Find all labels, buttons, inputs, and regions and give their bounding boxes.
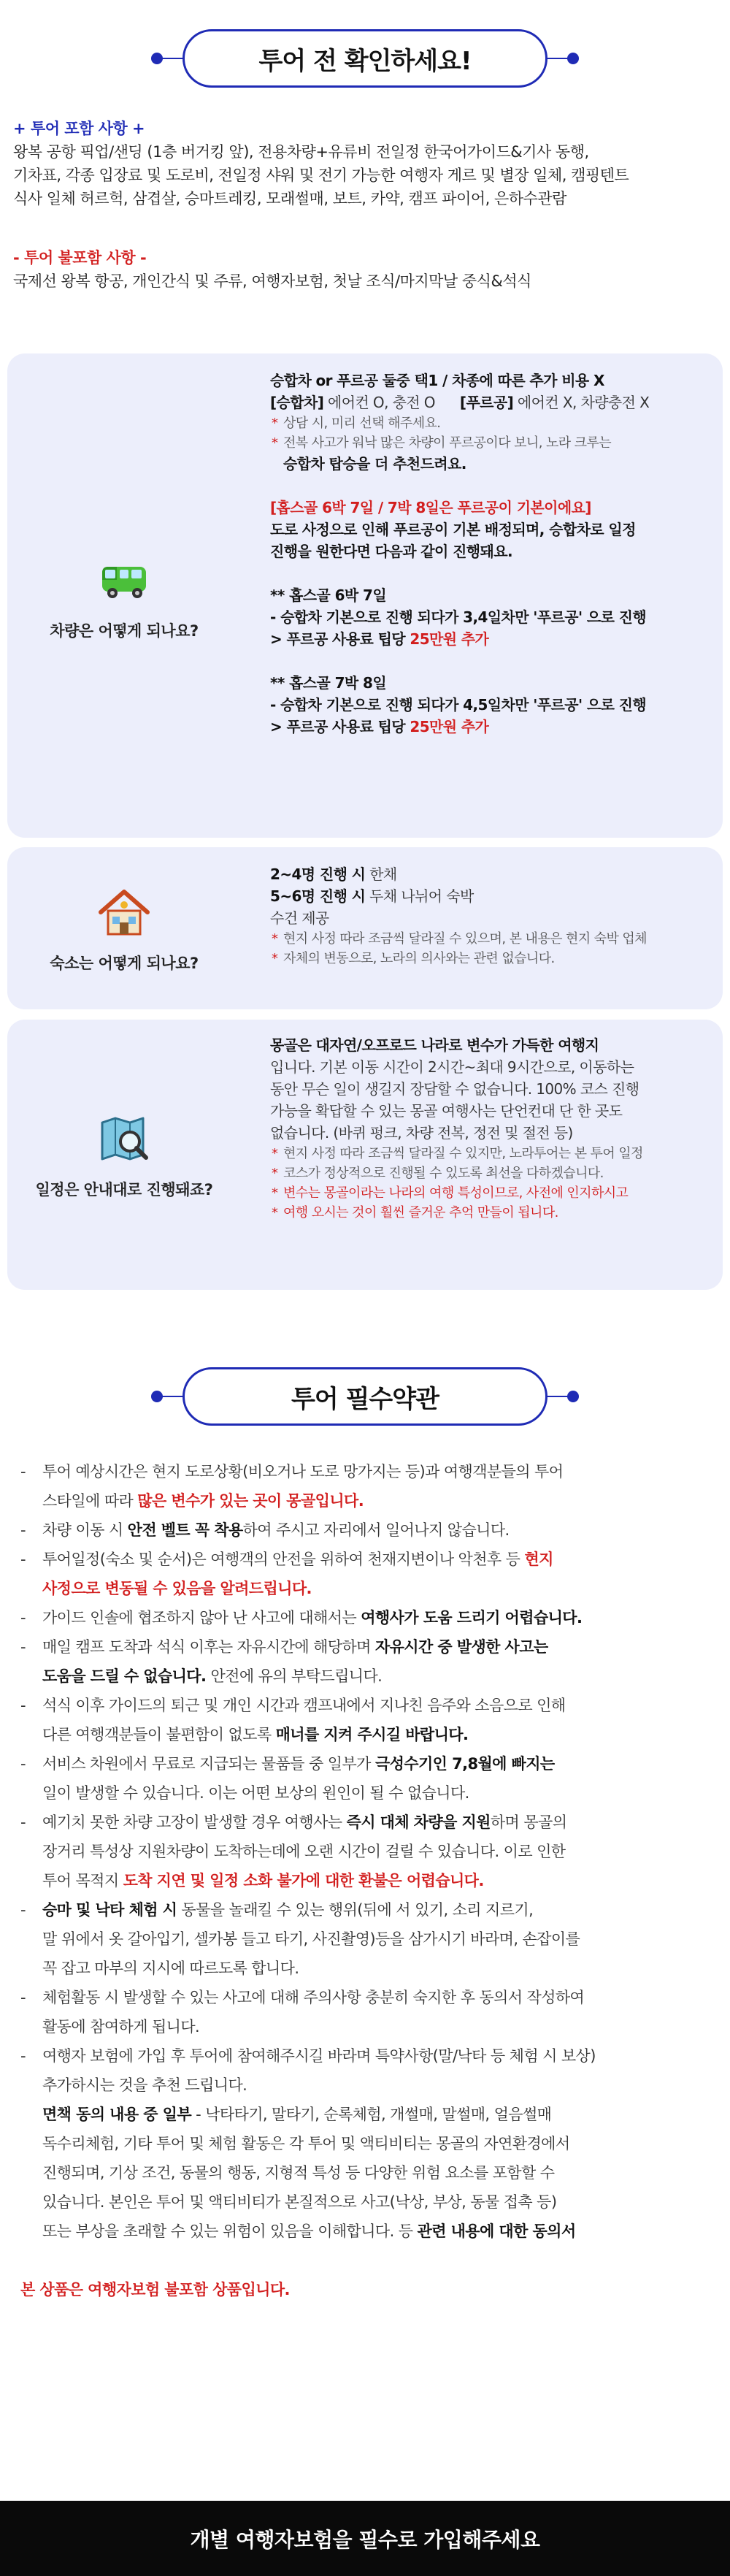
includes-line: 식사 일체 허르헉, 삼겹살, 승마트레킹, 모래썰매, 보트, 카약, 캠프 파이어, 은하수관람 xyxy=(13,190,566,207)
answer-line: 진행을 원한다면 다음과 같이 진행돼요. xyxy=(270,543,512,560)
includes-block xyxy=(13,117,717,210)
header-dot-right xyxy=(567,1391,579,1402)
section-header-terms xyxy=(0,1367,730,1426)
answer-note-cont: * 자체의 변동으로, 노라의 의사와는 관련 없습니다. xyxy=(270,949,708,968)
answer-note: * 현지 사정 따라 조금씩 달라질 수 있지만, 노라투어는 본 투어 일정 xyxy=(270,1144,708,1163)
answer-note: * 현지 사정 따라 조금씩 달라질 수 있으며, 본 내용은 현지 숙박 업체 xyxy=(270,929,708,949)
list-item: - 차량 이동 시 안전 벨트 꼭 착용하여 주시고 자리에서 일어나지 않습니다. xyxy=(20,1521,510,1539)
faq-question: 숙소는 어떻게 되나요? xyxy=(50,955,199,972)
section-header-checklist xyxy=(0,29,730,88)
answer-line: 몽골은 대자연/오프로드 나라로 변수가 가득한 여행지 xyxy=(270,1036,599,1054)
list-item: - 승마 및 낙타 체험 시 동물을 놀래킬 수 있는 행위(뒤에 서 있기, 소리 지르기, 말 위에서 옷 갈아입기, 셀카봉 들고 타기, 사진촬영)등을 삼가시기 바라며, 손잡이를 꼭 잡고 마부의 지시에 따르도록 합니다. xyxy=(20,1901,580,1977)
header-dot-left xyxy=(151,1391,163,1402)
list-item: - 가이드 인솔에 협조하지 않아 난 사고에 대해서는 여행사가 도움 드리기 어렵습니다. xyxy=(20,1609,583,1627)
answer-line: ** 홉스골 6박 7일 xyxy=(270,586,387,604)
answer-note: * 변수는 몽골이라는 나라의 여행 특성이므로, 사전에 인지하시고 xyxy=(270,1183,708,1203)
faq-answer xyxy=(270,1034,708,1223)
van-icon xyxy=(95,551,153,609)
answer-line: 승합차 탑승을 더 추천드려요. xyxy=(283,455,466,473)
header-dot-right xyxy=(567,53,579,64)
answer-note-cont: * 여행 오시는 것이 훨씬 즐거운 추억 만들이 됩니다. xyxy=(270,1203,708,1223)
footer-banner: 개별 여행자보험을 필수로 가입해주세요 xyxy=(0,2501,730,2576)
excludes-block xyxy=(13,246,717,293)
faq-left xyxy=(7,353,241,838)
list-item: - 여행자 보험에 가입 후 투어에 참여해주시길 바라며 특약사항(말/낙타 등 체험 시 보상) 추가하시는 것을 추천 드립니다. 면책 동의 내용 중 일부 - 낙타타기, 말타기, 순록체험, 개썰매, 말썰매, 얼음썰매 독수리체험, 기타 투어 및 체험 활동은 각 투어 및 액티비티는 몽골의 자연환경에서 진행되며, 기상 조건, 동물의 행동, 지형적 특성 등 다양한 위험 요소를 포함할 수 있습니다. 본인은 투어 및 액티비티가 본질적으로 사고(낙상, 부상, 동물 접촉 등) 또는 부상을 초래할 수 있는 위험이 있음을 이해합니다. 등 관련 내용에 대한 동의서 xyxy=(20,2047,596,2240)
includes-label: + 투어 포함 사항 + xyxy=(13,120,145,137)
section-title: 투어 필수약관 xyxy=(182,1367,548,1426)
answer-line: 승합차 or 푸르공 둘중 택1 / 차종에 따른 추가 비용 X xyxy=(270,372,604,389)
answer-line: 도로 사정으로 인해 푸르공이 기본 배정되며, 승합차로 일정 xyxy=(270,521,636,538)
list-item: - 투어 예상시간은 현지 도로상황(비오거나 도로 망가지는 등)과 여행객분들의 투어 스타일에 따라 많은 변수가 있는 곳이 몽골입니다. xyxy=(20,1463,564,1510)
list-item: - 예기치 못한 차량 고장이 발생할 경우 여행사는 즉시 대체 차량을 지원하며 몽골의 장거리 특성상 지원차량이 도착하는데에 오랜 시간이 걸릴 수 있습니다. 이로 인한 투어 목적지 도착 지연 및 일정 소화 불가에 대한 환불은 어렵습니다. xyxy=(20,1813,567,1889)
terms-list xyxy=(20,1457,714,2304)
faq-question: 일정은 안내대로 진행돼죠? xyxy=(35,1181,213,1199)
list-item: - 투어일정(숙소 및 순서)은 여행객의 안전을 위하여 천재지변이나 악천후 등 현지 사정으로 변동될 수 있음을 알려드립니다. xyxy=(20,1551,553,1597)
faq-card-schedule xyxy=(7,1020,723,1290)
faq-left xyxy=(7,1020,241,1290)
includes-line: 기차표, 각종 입장료 및 도로비, 전일정 샤워 및 전기 가능한 여행자 게르 및 별장 일체, 캠핑텐트 xyxy=(13,167,629,184)
insurance-note: 본 상품은 여행자보험 불포함 상품입니다. xyxy=(20,2281,290,2298)
includes-line: 왕복 공항 픽업/샌딩 (1층 버거킹 앞), 전용차량+유류비 전일정 한국어가이드&기사 동행, xyxy=(13,143,589,161)
answer-highlight: [홉스골 6박 7일 / 7박 8일은 푸르공이 기본이에요] xyxy=(270,499,591,516)
answer-note: * 전복 사고가 워낙 많은 차량이 푸르공이다 보니, 노라 크루는 xyxy=(270,433,708,453)
answer-line: - 승합차 기본으로 진행 되다가 3,4일차만 '푸르공' 으로 진행 xyxy=(270,608,647,626)
answer-line: ** 홉스골 7박 8일 xyxy=(270,674,387,692)
list-item: - 체험활동 시 발생할 수 있는 사고에 대해 주의사항 충분히 숙지한 후 동의서 작성하여 활동에 참여하게 됩니다. xyxy=(20,1989,585,2036)
excludes-label: - 투어 불포함 사항 - xyxy=(13,249,147,267)
answer-line: [승합차] 에어컨 O, 충전 O [푸르공] 에어컨 X, 차량충전 X xyxy=(270,394,650,411)
faq-answer xyxy=(270,863,708,968)
house-icon xyxy=(95,883,153,941)
answer-line: - 승합차 기본으로 진행 되다가 4,5일차만 '푸르공' 으로 진행 xyxy=(270,696,647,714)
map-search-icon xyxy=(95,1109,153,1168)
answer-line: 입니다. 기본 이동 시간이 2시간~최대 9시간으로, 이동하는 xyxy=(270,1058,634,1076)
faq-answer xyxy=(270,370,708,738)
answer-line: 동안 무슨 일이 생길지 장담할 수 없습니다. 100% 코스 진행 xyxy=(270,1080,639,1098)
header-dot-left xyxy=(151,53,163,64)
answer-note: * 상담 시, 미리 선택 해주세요. xyxy=(270,413,708,433)
faq-question: 차량은 어떻게 되나요? xyxy=(50,622,199,640)
faq-card-vehicle xyxy=(7,353,723,838)
answer-note-cont: * 코스가 정상적으로 진행될 수 있도록 최선을 다하겠습니다. xyxy=(270,1163,708,1183)
answer-line: 2~4명 진행 시 한채 xyxy=(270,865,397,883)
list-item: - 석식 이후 가이드의 퇴근 및 개인 시간과 캠프내에서 지나친 음주와 소음으로 인해 다른 여행객분들이 불편함이 없도록 매너를 지켜 주시길 바랍니다. xyxy=(20,1697,566,1743)
list-item: - 서비스 차원에서 무료로 지급되는 물품들 중 일부가 극성수기인 7,8월에 빠지는 일이 발생할 수 있습니다. 이는 어떤 보상의 원인이 될 수 없습니다. xyxy=(20,1755,555,1802)
section-title: 투어 전 확인하세요! xyxy=(182,29,548,88)
answer-line: > 푸르공 사용료 팁당 25만원 추가 xyxy=(270,718,489,735)
excludes-line: 국제선 왕복 항공, 개인간식 및 주류, 여행자보험, 첫날 조식/마지막날 중식&석식 xyxy=(13,272,531,290)
answer-line: 가능을 확답할 수 있는 몽골 여행사는 단언컨대 단 한 곳도 xyxy=(270,1102,623,1120)
answer-line: 수건 제공 xyxy=(270,909,329,927)
faq-left xyxy=(7,847,241,1009)
answer-line: 없습니다. (바퀴 펑크, 차량 전복, 정전 및 절전 등) xyxy=(270,1124,573,1142)
answer-line: 5~6명 진행 시 두채 나뉘어 숙박 xyxy=(270,887,474,905)
answer-line: > 푸르공 사용료 팁당 25만원 추가 xyxy=(270,630,489,648)
faq-card-lodging xyxy=(7,847,723,1009)
list-item: - 매일 캠프 도착과 석식 이후는 자유시간에 해당하며 자유시간 중 발생한 사고는 도움을 드릴 수 없습니다. 안전에 유의 부탁드립니다. xyxy=(20,1638,548,1685)
